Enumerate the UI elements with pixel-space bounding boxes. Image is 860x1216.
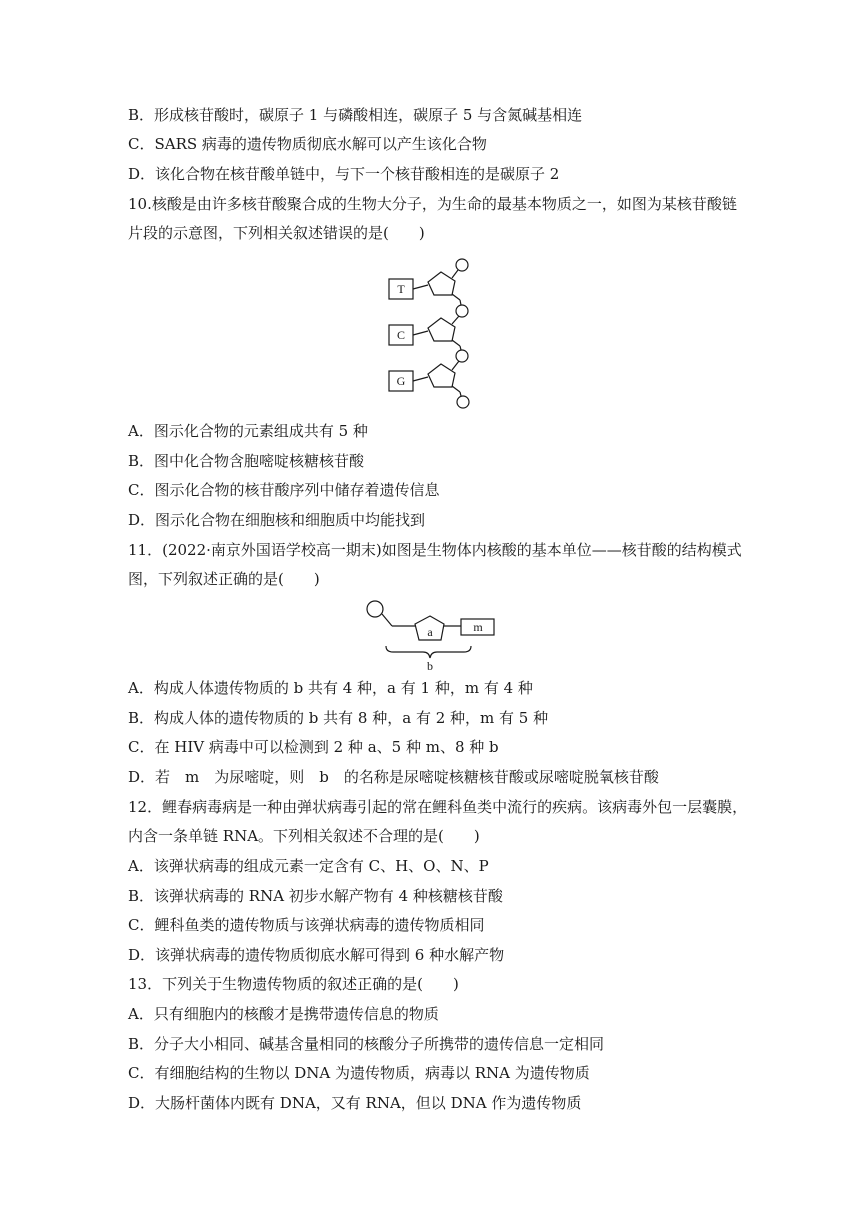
q9-option-b: B．形成核苷酸时，碳原子 1 与磷酸相连，碳原子 5 与含氮碱基相连 <box>128 106 583 124</box>
q11-stem-line-2: 图，下列叙述正确的是( ) <box>128 570 320 588</box>
q10-option-b: B．图中化合物含胞嘧啶核糖核苷酸 <box>128 452 365 470</box>
q10-stem-line-2: 片段的示意图，下列相关叙述错误的是( ) <box>128 224 425 242</box>
pentose-1 <box>428 272 455 295</box>
bracket-label: b <box>427 659 433 672</box>
phosphate-circle-1 <box>456 259 468 271</box>
q12-option-d: D．该弹状病毒的遗传物质彻底水解可得到 6 种水解产物 <box>128 946 505 964</box>
q11-option-c: C．在 HIV 病毒中可以检测到 2 种 a、5 种 m、8 种 b <box>128 738 499 756</box>
q12-option-a: A．该弹状病毒的组成元素一定含有 C、H、O、N、P <box>128 857 489 875</box>
q13-option-a: A．只有细胞内的核酸才是携带遗传信息的物质 <box>128 1005 439 1023</box>
q12-stem-line-2: 内含一条单链 RNA。下列相关叙述不合理的是( ) <box>128 827 480 845</box>
base-label: m <box>473 620 483 634</box>
pentose-2 <box>428 318 455 341</box>
q9-option-d: D．该化合物在核苷酸单链中，与下一个核苷酸相连的是碳原子 2 <box>128 165 560 183</box>
phosphate-circle-4 <box>457 396 469 408</box>
sugar-label: a <box>427 625 433 639</box>
q10-stem-line-1: 10.核酸是由许多核苷酸聚合成的生物大分子，为生命的最基本物质之一，如图为某核苷酸链 <box>128 195 737 213</box>
phosphate-circle <box>367 601 383 617</box>
pentose-3 <box>428 364 455 387</box>
q10-option-d: D．图示化合物在细胞核和细胞质中均能找到 <box>128 511 426 529</box>
nucleotide-structure-figure <box>360 596 500 672</box>
phosphate-circle-2 <box>456 305 468 317</box>
base-label-2: C <box>396 328 406 342</box>
q13-option-b: B．分子大小相同、碱基含量相同的核酸分子所携带的遗传信息一定相同 <box>128 1035 605 1053</box>
nucleotide-chain-figure <box>380 250 480 410</box>
base-label-3: G <box>396 374 406 388</box>
q9-option-c: C．SARS 病毒的遗传物质彻底水解可以产生该化合物 <box>128 135 487 153</box>
q13-option-d: D．大肠杆菌体内既有 DNA，又有 RNA，但以 DNA 作为遗传物质 <box>128 1094 582 1112</box>
q12-option-b: B．该弹状病毒的 RNA 初步水解产物有 4 种核糖核苷酸 <box>128 887 503 905</box>
q11-option-a: A．构成人体遗传物质的 b 共有 4 种，a 有 1 种，m 有 4 种 <box>128 679 533 697</box>
q11-option-b: B．构成人体的遗传物质的 b 共有 8 种，a 有 2 种，m 有 5 种 <box>128 709 549 727</box>
brace <box>386 646 471 658</box>
phosphate-circle-3 <box>456 350 468 362</box>
q13-option-c: C．有细胞结构的生物以 DNA 为遗传物质，病毒以 RNA 为遗传物质 <box>128 1064 590 1082</box>
q11-option-d: D．若 m 为尿嘧啶，则 b 的名称是尿嘧啶核糖核苷酸或尿嘧啶脱氧核苷酸 <box>128 768 659 786</box>
q11-stem-line-1: 11．(2022·南京外国语学校高一期末)如图是生物体内核酸的基本单位——核苷酸的结构模式 <box>128 541 742 559</box>
q10-option-c: C．图示化合物的核苷酸序列中储存着遗传信息 <box>128 481 440 499</box>
q12-option-c: C．鲤科鱼类的遗传物质与该弹状病毒的遗传物质相同 <box>128 916 485 934</box>
q12-stem-line-1: 12．鲤春病毒病是一种由弹状病毒引起的常在鲤科鱼类中流行的疾病。该病毒外包一层囊膜， <box>128 798 748 816</box>
q10-option-a: A．图示化合物的元素组成共有 5 种 <box>128 422 368 440</box>
base-label-1: T <box>397 282 405 296</box>
q13-stem: 13．下列关于生物遗传物质的叙述正确的是( ) <box>128 975 459 993</box>
